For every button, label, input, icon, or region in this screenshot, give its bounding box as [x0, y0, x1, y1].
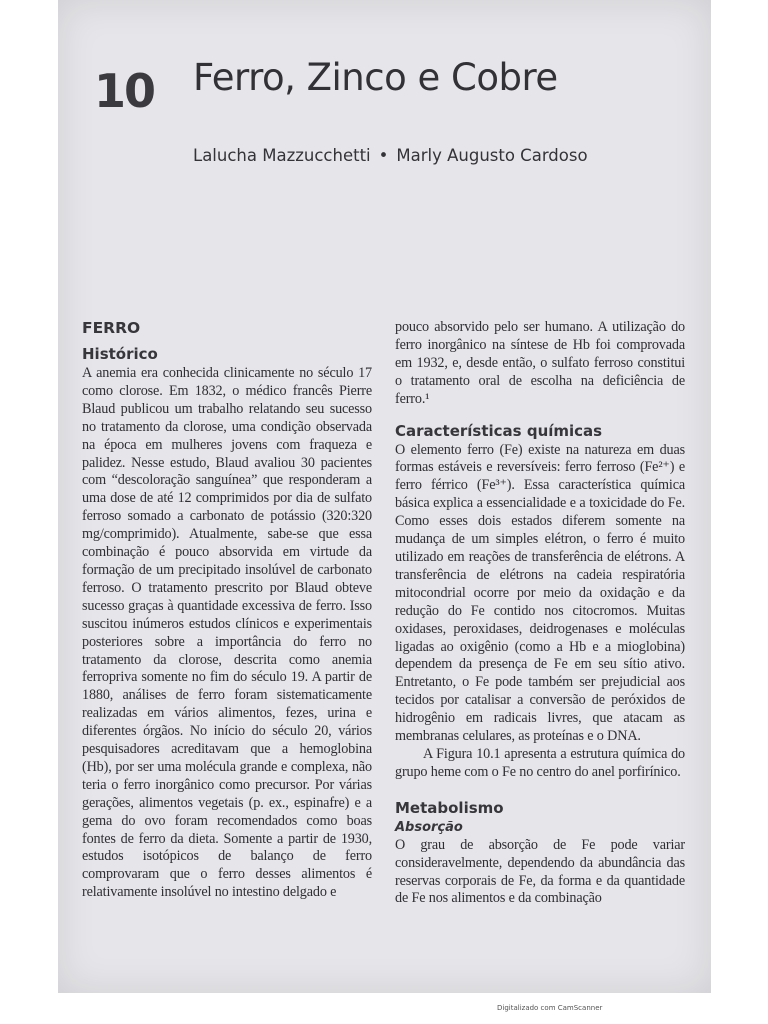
chapter-authors [193, 146, 588, 165]
section-heading-ferro: FERRO [82, 319, 141, 337]
figure-reference-paragraph: A Figura 10.1 apresenta a estrutura química do grupo heme com o Fe no centro do anel porfirínico. [395, 745, 685, 780]
continuation-paragraph: pouco absorvido pelo ser humano. A utilização do ferro inorgânico na síntese de Hb foi comprovada em 1932, e, desde então, o sulfato ferroso constitui o tratamento oral de escolha na deficiência de ferro.¹ [395, 319, 685, 407]
author-name: Lalucha Mazzucchetti [193, 146, 371, 165]
subsection-heading-absorcao: Absorção [395, 819, 463, 835]
absorcao-paragraph: O grau de absorção de Fe pode variar consideravelmente, dependendo da abundância das reservas corporais de Fe, da forma e da quantidade de Fe nos alimentos e da combinação [395, 836, 685, 907]
subsection-heading-metabolismo: Metabolismo [395, 798, 504, 817]
subsection-heading-historico: Histórico [82, 345, 158, 363]
right-column [395, 319, 685, 908]
historico-paragraph: A anemia era conhecida clinicamente no século 17 como clorose. Em 1832, o médico francês Pierre Blaud publicou um trabalho relatando seu sucesso no tratamento da clorose, uma condição observada na época em mulheres jovens com fraqueza e palidez. Nesse estudo, Blaud avaliou 30 pacientes com “descoloração sanguínea” que responderam a uma dose de até 12 comprimidos por dia de sulfato ferroso somado a carbonato de potássio (320:320 mg/comprimido). Atualmente, sabe-se que essa combinação é pouco absorvida em virtude da formação de um precipitado insolúvel de carbonato ferroso. O tratamento prescrito por Blaud obteve sucesso graças à quantidade excessiva de ferro. Isso suscitou inúmeros estudos clínicos e experimentais posteriores sobre a importância do ferro no tratamento da clorose, descrita como anemia ferropriva somente no fim do século 19. A partir de 1880, análises de ferro foram sistematicamente realizadas em vários alimentos, fezes, urina e diferentes órgãos. No início do século 20, vários pesquisadores acreditavam que a hemoglobina (Hb), por ser uma molécula grande e complexa, não teria o ferro inorgânico como precursor. Por várias gerações, alimentos vegetais (p. ex., espinafre) e a gema do ovo foram recomendados como boas fontes de ferro da dieta. Somente a partir de 1930, estudos isotópicos de balanço de ferro comprovaram que o ferro desses alimentos é relativamente insolúvel no intestino delgado e [82, 365, 372, 901]
subsection-heading-caracteristicas: Características químicas [395, 421, 603, 440]
chemistry-paragraph: O elemento ferro (Fe) existe na natureza em duas formas estáveis e reversíveis: ferro ferroso (Fe²⁺) e ferro férrico (Fe³⁺). Essa característica química básica explica a essencialidade e a toxicidade do Fe. Como esses dois estados diferem somente na mudança de um simples elétron, o ferro é muito utilizado em reações de transferência de elétrons. A transferência de elétrons na cadeia respiratória mitocondrial ocorre por meio da oxidação e da redução do Fe contido nos citocromos. Muitas oxidases, peroxidases, deidrogenases e moléculas ligadas ao oxigênio (como a Hb e a mioglobina) dependem da presença de Fe em seu sítio ativo. Entretanto, o Fe pode também ser prejudicial aos tecidos por catalisar a conversão de peróxidos de hidrogênio em radicais livres, que atacam as membranas celulares, as proteínas e o DNA. [395, 441, 685, 745]
author-name: Marly Augusto Cardoso [396, 146, 588, 165]
author-separator: • [378, 146, 389, 165]
chapter-title: Ferro, Zinco e Cobre [193, 56, 558, 99]
scanner-watermark: Digitalizado com CamScanner [497, 1004, 603, 1012]
left-column [82, 318, 372, 902]
chapter-number: 10 [94, 64, 155, 118]
